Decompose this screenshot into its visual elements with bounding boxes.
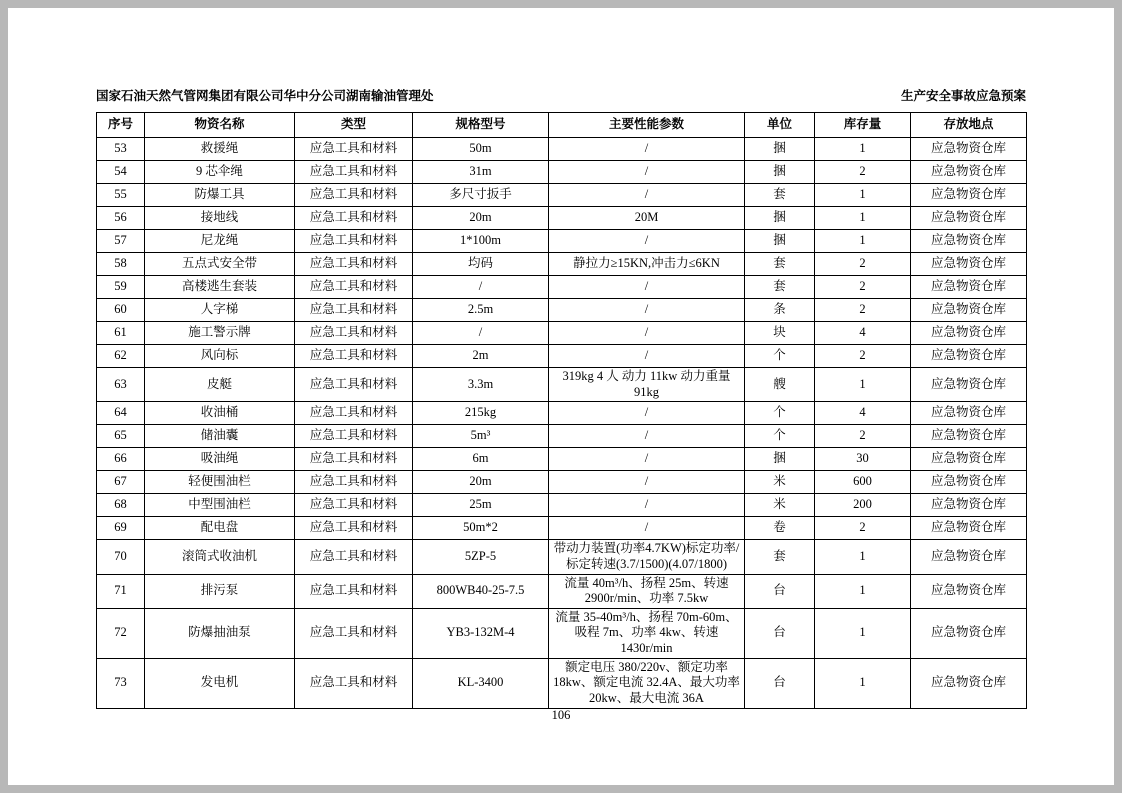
table-row: [97, 425, 1027, 448]
cell-unit: 艘: [745, 368, 815, 402]
cell-spec: 5m³: [413, 425, 549, 448]
cell-name: 接地线: [145, 207, 295, 230]
cell-no: 71: [97, 574, 145, 608]
column-header-no: 序号: [97, 113, 145, 138]
cell-spec: 2m: [413, 345, 549, 368]
cell-quantity: 2: [815, 517, 911, 540]
column-header-name: 物资名称: [145, 113, 295, 138]
cell-type: 应急工具和材料: [295, 322, 413, 345]
cell-unit: 台: [745, 658, 815, 708]
cell-type: 应急工具和材料: [295, 276, 413, 299]
cell-unit: 个: [745, 345, 815, 368]
table-row: [97, 253, 1027, 276]
table-row: [97, 471, 1027, 494]
cell-quantity: 600: [815, 471, 911, 494]
cell-quantity: 1: [815, 138, 911, 161]
column-header-performance: 主要性能参数: [549, 113, 745, 138]
cell-name: 储油囊: [145, 425, 295, 448]
cell-unit: 台: [745, 574, 815, 608]
table-row: [97, 658, 1027, 708]
cell-location: 应急物资仓库: [911, 540, 1027, 574]
cell-performance: 额定电压 380/220v、额定功率 18kw、额定电流 32.4A、最大功率 20kw、最大电流 36A: [549, 658, 745, 708]
cell-spec: /: [413, 276, 549, 299]
cell-performance: /: [549, 299, 745, 322]
table-row: [97, 494, 1027, 517]
cell-unit: 套: [745, 540, 815, 574]
cell-no: 53: [97, 138, 145, 161]
table-row: [97, 574, 1027, 608]
cell-spec: 多尺寸扳手: [413, 184, 549, 207]
cell-name: 中型围油栏: [145, 494, 295, 517]
cell-location: 应急物资仓库: [911, 253, 1027, 276]
table-header-row: [97, 113, 1027, 138]
cell-name: 五点式安全带: [145, 253, 295, 276]
cell-performance: /: [549, 322, 745, 345]
cell-no: 59: [97, 276, 145, 299]
cell-unit: 套: [745, 276, 815, 299]
document-page: [8, 8, 1114, 785]
cell-spec: 20m: [413, 471, 549, 494]
cell-performance: 流量 40m³/h、扬程 25m、转速 2900r/min、功率 7.5kw: [549, 574, 745, 608]
page-number: 106: [551, 708, 571, 722]
cell-type: 应急工具和材料: [295, 184, 413, 207]
table-body: [97, 138, 1027, 709]
table-row: [97, 345, 1027, 368]
table-row: [97, 448, 1027, 471]
cell-unit: 捆: [745, 207, 815, 230]
cell-spec: /: [413, 322, 549, 345]
cell-performance: /: [549, 448, 745, 471]
table-row: [97, 138, 1027, 161]
cell-unit: 捆: [745, 448, 815, 471]
cell-no: 68: [97, 494, 145, 517]
cell-performance: /: [549, 517, 745, 540]
table-row: [97, 161, 1027, 184]
cell-name: 9 芯伞绳: [145, 161, 295, 184]
cell-type: 应急工具和材料: [295, 207, 413, 230]
cell-no: 58: [97, 253, 145, 276]
cell-performance: /: [549, 345, 745, 368]
cell-unit: 套: [745, 253, 815, 276]
cell-no: 67: [97, 471, 145, 494]
cell-name: 救援绳: [145, 138, 295, 161]
column-header-quantity: 库存量: [815, 113, 911, 138]
cell-performance: /: [549, 471, 745, 494]
cell-type: 应急工具和材料: [295, 540, 413, 574]
cell-name: 发电机: [145, 658, 295, 708]
cell-quantity: 1: [815, 368, 911, 402]
cell-location: 应急物资仓库: [911, 161, 1027, 184]
cell-location: 应急物资仓库: [911, 276, 1027, 299]
cell-location: 应急物资仓库: [911, 658, 1027, 708]
cell-quantity: 1: [815, 540, 911, 574]
cell-name: 吸油绳: [145, 448, 295, 471]
cell-quantity: 2: [815, 425, 911, 448]
cell-performance: 静拉力≥15KN,冲击力≤6KN: [549, 253, 745, 276]
cell-type: 应急工具和材料: [295, 138, 413, 161]
cell-performance: /: [549, 184, 745, 207]
cell-location: 应急物资仓库: [911, 494, 1027, 517]
cell-type: 应急工具和材料: [295, 448, 413, 471]
cell-quantity: 4: [815, 322, 911, 345]
cell-type: 应急工具和材料: [295, 368, 413, 402]
cell-quantity: 2: [815, 276, 911, 299]
cell-location: 应急物资仓库: [911, 138, 1027, 161]
cell-spec: 20m: [413, 207, 549, 230]
cell-quantity: 2: [815, 161, 911, 184]
table-row: [97, 299, 1027, 322]
cell-spec: YB3-132M-4: [413, 608, 549, 658]
cell-quantity: 1: [815, 207, 911, 230]
cell-no: 60: [97, 299, 145, 322]
cell-spec: 25m: [413, 494, 549, 517]
cell-quantity: 1: [815, 608, 911, 658]
cell-quantity: 1: [815, 230, 911, 253]
cell-name: 滚筒式收油机: [145, 540, 295, 574]
cell-unit: 块: [745, 322, 815, 345]
cell-name: 排污泵: [145, 574, 295, 608]
table-row: [97, 184, 1027, 207]
cell-location: 应急物资仓库: [911, 425, 1027, 448]
cell-name: 防爆工具: [145, 184, 295, 207]
cell-no: 62: [97, 345, 145, 368]
cell-no: 56: [97, 207, 145, 230]
cell-performance: /: [549, 425, 745, 448]
cell-type: 应急工具和材料: [295, 517, 413, 540]
cell-unit: 米: [745, 471, 815, 494]
cell-type: 应急工具和材料: [295, 658, 413, 708]
cell-performance: /: [549, 276, 745, 299]
cell-type: 应急工具和材料: [295, 425, 413, 448]
table-row: [97, 230, 1027, 253]
table-row: [97, 322, 1027, 345]
cell-location: 应急物资仓库: [911, 471, 1027, 494]
cell-no: 55: [97, 184, 145, 207]
cell-performance: /: [549, 138, 745, 161]
column-header-location: 存放地点: [911, 113, 1027, 138]
column-header-spec: 规格型号: [413, 113, 549, 138]
cell-name: 轻便围油栏: [145, 471, 295, 494]
cell-performance: /: [549, 402, 745, 425]
cell-performance: 带动力装置(功率4.7KW)标定功率/标定转速(3.7/1500)(4.07/1800): [549, 540, 745, 574]
cell-name: 配电盘: [145, 517, 295, 540]
cell-unit: 条: [745, 299, 815, 322]
cell-location: 应急物资仓库: [911, 448, 1027, 471]
cell-no: 65: [97, 425, 145, 448]
cell-no: 64: [97, 402, 145, 425]
cell-type: 应急工具和材料: [295, 345, 413, 368]
cell-spec: KL-3400: [413, 658, 549, 708]
cell-unit: 卷: [745, 517, 815, 540]
cell-location: 应急物资仓库: [911, 230, 1027, 253]
cell-type: 应急工具和材料: [295, 402, 413, 425]
table-row: [97, 207, 1027, 230]
cell-performance: 319kg 4 人 动力 11kw 动力重量 91kg: [549, 368, 745, 402]
cell-name: 尼龙绳: [145, 230, 295, 253]
cell-quantity: 200: [815, 494, 911, 517]
header-left-text: 国家石油天然气管网集团有限公司华中分公司湖南输油管理处: [96, 89, 434, 103]
cell-location: 应急物资仓库: [911, 608, 1027, 658]
column-header-type: 类型: [295, 113, 413, 138]
cell-quantity: 4: [815, 402, 911, 425]
cell-quantity: 1: [815, 658, 911, 708]
cell-spec: 均码: [413, 253, 549, 276]
cell-type: 应急工具和材料: [295, 299, 413, 322]
cell-unit: 捆: [745, 230, 815, 253]
cell-type: 应急工具和材料: [295, 230, 413, 253]
cell-quantity: 1: [815, 574, 911, 608]
table-row: [97, 402, 1027, 425]
cell-spec: 215kg: [413, 402, 549, 425]
cell-type: 应急工具和材料: [295, 608, 413, 658]
cell-no: 54: [97, 161, 145, 184]
cell-location: 应急物资仓库: [911, 207, 1027, 230]
table-row: [97, 276, 1027, 299]
cell-quantity: 2: [815, 299, 911, 322]
cell-name: 防爆抽油泵: [145, 608, 295, 658]
cell-location: 应急物资仓库: [911, 345, 1027, 368]
header-right-text: 生产安全事故应急预案: [900, 89, 1026, 103]
table-row: [97, 517, 1027, 540]
cell-performance: 20M: [549, 207, 745, 230]
cell-quantity: 2: [815, 253, 911, 276]
cell-name: 施工警示牌: [145, 322, 295, 345]
page-header: [96, 86, 1026, 104]
cell-location: 应急物资仓库: [911, 299, 1027, 322]
cell-quantity: 1: [815, 184, 911, 207]
column-header-unit: 单位: [745, 113, 815, 138]
cell-performance: 流量 35-40m³/h、扬程 70m-60m、吸程 7m、功率 4kw、转速 1430r/min: [549, 608, 745, 658]
cell-unit: 个: [745, 402, 815, 425]
cell-name: 皮艇: [145, 368, 295, 402]
cell-location: 应急物资仓库: [911, 574, 1027, 608]
cell-no: 57: [97, 230, 145, 253]
cell-location: 应急物资仓库: [911, 368, 1027, 402]
cell-location: 应急物资仓库: [911, 184, 1027, 207]
cell-location: 应急物资仓库: [911, 322, 1027, 345]
cell-type: 应急工具和材料: [295, 253, 413, 276]
cell-type: 应急工具和材料: [295, 161, 413, 184]
cell-spec: 1*100m: [413, 230, 549, 253]
cell-spec: 5ZP-5: [413, 540, 549, 574]
cell-name: 人字梯: [145, 299, 295, 322]
cell-spec: 31m: [413, 161, 549, 184]
table-row: [97, 368, 1027, 402]
cell-no: 69: [97, 517, 145, 540]
cell-spec: 6m: [413, 448, 549, 471]
cell-unit: 米: [745, 494, 815, 517]
cell-location: 应急物资仓库: [911, 517, 1027, 540]
cell-type: 应急工具和材料: [295, 574, 413, 608]
cell-type: 应急工具和材料: [295, 471, 413, 494]
cell-quantity: 30: [815, 448, 911, 471]
cell-spec: 50m: [413, 138, 549, 161]
cell-unit: 套: [745, 184, 815, 207]
cell-performance: /: [549, 230, 745, 253]
cell-unit: 捆: [745, 161, 815, 184]
table-row: [97, 540, 1027, 574]
cell-performance: /: [549, 494, 745, 517]
cell-unit: 个: [745, 425, 815, 448]
cell-no: 73: [97, 658, 145, 708]
emergency-materials-table: [96, 112, 1027, 709]
cell-spec: 2.5m: [413, 299, 549, 322]
cell-spec: 3.3m: [413, 368, 549, 402]
cell-no: 66: [97, 448, 145, 471]
cell-type: 应急工具和材料: [295, 494, 413, 517]
cell-quantity: 2: [815, 345, 911, 368]
cell-spec: 50m*2: [413, 517, 549, 540]
cell-no: 70: [97, 540, 145, 574]
cell-name: 高楼逃生套装: [145, 276, 295, 299]
cell-name: 收油桶: [145, 402, 295, 425]
table-row: [97, 608, 1027, 658]
cell-no: 72: [97, 608, 145, 658]
cell-performance: /: [549, 161, 745, 184]
cell-location: 应急物资仓库: [911, 402, 1027, 425]
cell-spec: 800WB40-25-7.5: [413, 574, 549, 608]
cell-name: 风向标: [145, 345, 295, 368]
cell-unit: 台: [745, 608, 815, 658]
cell-unit: 捆: [745, 138, 815, 161]
cell-no: 61: [97, 322, 145, 345]
cell-no: 63: [97, 368, 145, 402]
